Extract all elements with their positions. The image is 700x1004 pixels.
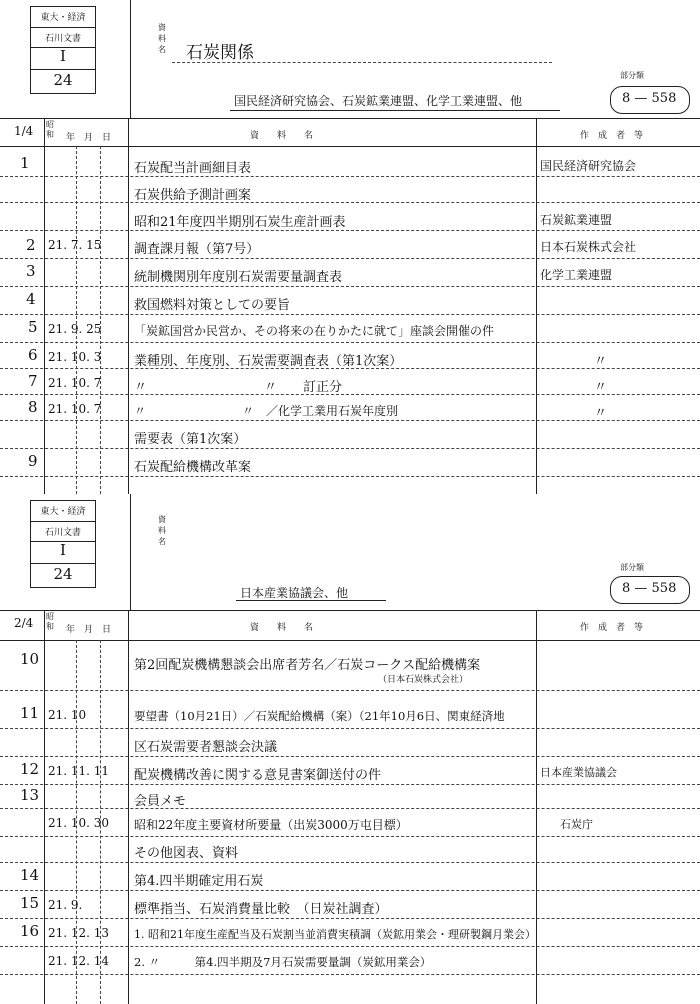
col-date: 年 月 日 — [66, 625, 112, 635]
class-label: 部分類 — [620, 563, 644, 572]
row-date: 21. 9. — [48, 898, 83, 912]
row-no: 14 — [20, 866, 40, 884]
row-name: 2. 〃 第4.四半期及7月石炭需要量調（炭鉱用業会） — [134, 955, 432, 969]
row-name: 調査課月報（第7号） — [134, 242, 260, 257]
doc-subtitle: 日本産業協議会、他 — [240, 586, 349, 600]
row-name: 「炭鉱国営か民営か、その将来の在りかたに就て」座談会開催の件 — [134, 324, 495, 338]
row-no: 13 — [20, 786, 40, 804]
row-no: 15 — [20, 894, 40, 912]
col-showa: 昭和 — [46, 120, 54, 139]
stamp-line-1: 東大・経済 — [40, 13, 86, 23]
col-author: 作 成 者 等 — [580, 131, 644, 141]
row-author: 〃 — [594, 406, 608, 421]
col-name: 資 料 名 — [250, 131, 314, 141]
stamp-line-2: 石川文書 — [44, 34, 81, 44]
row-name: 需要表（第1次案） — [134, 432, 247, 447]
row-no: 1 — [20, 154, 30, 172]
row-no: 8 — [28, 398, 38, 416]
row-no: 7 — [28, 372, 38, 390]
stamp-line-4: 24 — [53, 71, 73, 89]
archive-stamp — [30, 500, 96, 588]
class-value: 8 — 558 — [622, 91, 677, 106]
row-date: 21. 10. 7 — [48, 402, 102, 416]
row-author: 〃 — [594, 354, 608, 369]
row-name: 昭和21年度四半期別石炭生産計画表 — [134, 215, 346, 230]
row-date: 21. 10 — [48, 708, 87, 722]
row-subnote: （日本石炭株式会社） — [378, 675, 469, 685]
shiryo-label: 資料名 — [158, 515, 166, 546]
row-name: 区石炭需要者懇談会決議 — [134, 740, 278, 755]
row-no: 12 — [20, 760, 40, 778]
row-date: 21. 10. 3 — [48, 350, 102, 364]
shiryo-label: 資料名 — [158, 23, 166, 54]
row-author: 〃 — [594, 380, 608, 395]
row-name: 第2回配炭機構懇談会出席者芳名／石炭コークス配給機構案 — [134, 658, 481, 673]
stamp-line-4: 24 — [53, 565, 73, 583]
row-name: 会員メモ — [134, 794, 187, 809]
col-date: 年 月 日 — [66, 133, 112, 143]
doc-title: 石炭関係 — [186, 43, 254, 63]
row-name: 業種別、年度別、石炭需要調査表（第1次案） — [134, 354, 403, 369]
row-no: 11 — [20, 704, 40, 722]
col-author: 作 成 者 等 — [580, 623, 644, 633]
row-name: 要望書（10月21日）／石炭配給機構（案）（21年10月6日、関東経済地 — [134, 709, 505, 723]
row-no: 6 — [28, 346, 38, 364]
row-name: 石炭配当計画細目表 — [134, 161, 252, 176]
row-no: 4 — [26, 290, 36, 308]
row-name: 第4.四半期確定用石炭 — [134, 874, 264, 889]
row-no: 9 — [28, 452, 38, 470]
page-number: 1/4 — [14, 124, 34, 138]
row-author: 日本石炭株式会社 — [540, 240, 637, 254]
row-name: 標準指当、石炭消費量比較 （日炭社調査） — [134, 902, 388, 917]
row-author: 国民経済研究協会 — [540, 159, 637, 173]
row-name: 統制機関別年度別石炭需要量調査表 — [134, 270, 343, 285]
doc-subtitle: 国民経済研究協会、石炭鉱業連盟、化学工業連盟、他 — [234, 94, 523, 108]
row-author: 石炭庁 — [560, 818, 593, 831]
row-name: 石炭配給機構改革案 — [134, 460, 252, 475]
row-no: 3 — [26, 262, 36, 280]
row-no: 2 — [26, 236, 36, 254]
col-showa: 昭和 — [46, 612, 54, 631]
row-name: 1. 昭和21年度生産配当及石炭割当並消費実積調（炭鉱用業会・理研製鋼月業会） — [134, 928, 536, 941]
row-date: 21. 7. 15 — [48, 238, 102, 252]
row-no: 16 — [20, 922, 40, 940]
row-name: 配炭機構改善に関する意見書案御送付の件 — [134, 768, 382, 783]
page-number: 2/4 — [14, 616, 34, 630]
col-name: 資 料 名 — [250, 623, 314, 633]
row-author: 石炭鉱業連盟 — [540, 213, 613, 227]
row-name: 〃 〃 訂正分 — [134, 380, 343, 395]
row-name: その他図表、資料 — [134, 846, 239, 861]
row-name: 昭和22年度主要資材所要量（出炭3000万屯目標） — [134, 818, 408, 832]
class-value: 8 — 558 — [622, 581, 677, 596]
row-author: 化学工業連盟 — [540, 268, 613, 282]
row-name: 石炭供給予測計画案 — [134, 188, 252, 203]
archive-stamp — [30, 6, 96, 94]
row-no: 10 — [20, 650, 40, 668]
row-author: 日本産業協議会 — [540, 766, 617, 779]
stamp-line-2: 石川文書 — [44, 528, 81, 538]
stamp-line-1: 東大・経済 — [40, 507, 86, 517]
row-no: 5 — [28, 318, 38, 336]
row-date: 21. 12. 13 — [48, 926, 110, 940]
row-name: 〃 〃 ／化学工業用石炭年度別 — [134, 404, 399, 418]
row-date: 21. 11. 11 — [48, 764, 110, 778]
class-label: 部分類 — [620, 71, 644, 80]
row-name: 救国燃料対策としての要旨 — [134, 298, 291, 313]
stamp-line-3: I — [60, 47, 66, 65]
row-date: 21. 10. 30 — [48, 816, 110, 830]
row-date: 21. 10. 7 — [48, 376, 102, 390]
row-date: 21. 9. 25 — [48, 322, 102, 336]
row-date: 21. 12. 14 — [48, 954, 110, 968]
stamp-line-3: I — [60, 541, 66, 559]
